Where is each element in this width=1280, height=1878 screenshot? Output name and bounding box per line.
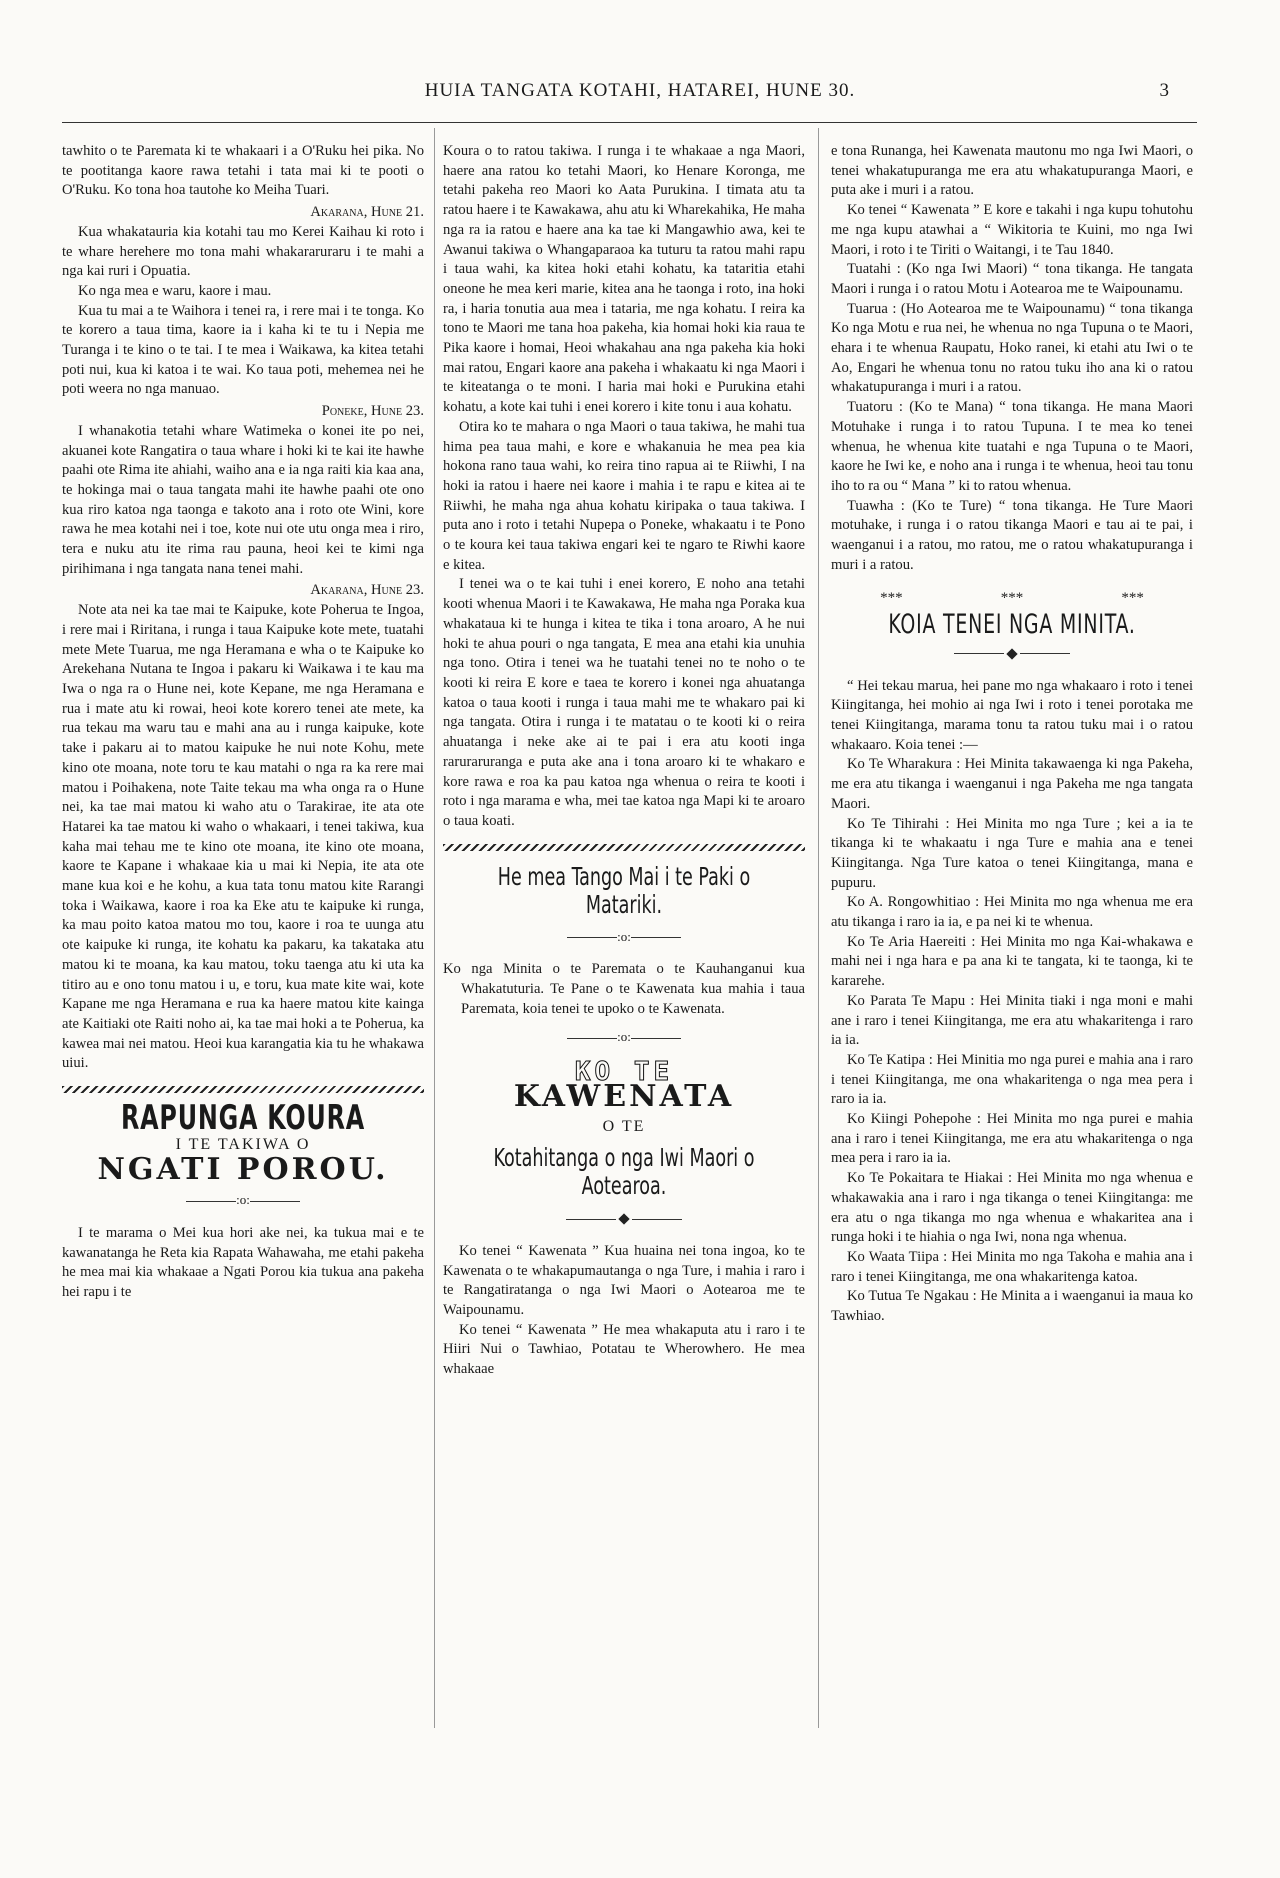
minister-entry: Ko Tutua Te Ngakau : He Minita a i waenganui ia maua ko Tawhiao. (831, 1288, 1193, 1325)
asterism-icon: *** (880, 590, 903, 607)
minister-entry: Ko Te Wharakura : Hei Minita takawaenga ki nga Pakeha, me era atu tikanga i waenganui i nga Pakeha me nga tangata Maori. (831, 756, 1193, 812)
newspaper-title: HUIA TANGATA KOTAHI, HATAREI, HUNE 30. (424, 80, 856, 101)
paragraph: Ko tenei “ Kawenata ” Kua huaina nei tona ingoa, ko te Kawenata o te whakapumautanga o nga Ture, i mahia i raro i te Rangatiratanga o nga Iwi Maori o Aotearoa me te Waipounamu. (443, 1242, 805, 1319)
section-headline: RAPUNGA KOURA (121, 1098, 365, 1139)
column-3 (831, 142, 1193, 1327)
paragraph: tawhito o te Paremata ki te whakaari i a O'Ruku hei pika. No te pootitanga kaore rawa tetahi i tata mai ki te pooti o O'Ruku. Ko tona hoa tautohe ko Meiha Tuari. (62, 143, 424, 199)
minister-entry: Ko Parata Te Mapu : Hei Minita tiaki i nga moni e mahi ane i raro i tenei Kiingitanga, me era atu whakaritenga i raro ia ia. (831, 992, 1193, 1049)
minister-entry: Ko Waata Tiipa : Hei Minita mo nga Takoha e mahia ana i raro i tenei Kiingitanga, me ona whakaritenga katoa. (831, 1248, 1193, 1285)
minister-entry: Ko Te Tihirahi : Hei Minita mo nga Ture ; kei a ia te tikanga ki te whakaatu i nga Ture e mahia ana e tenei Kiingitanga. Nga Ture katoa o tenei Kiingitanga, mana e pupuru. (831, 815, 1193, 891)
diamond-ornament-icon (1006, 648, 1017, 659)
paragraph: “ Hei tekau marua, hei pane mo nga whakaaro i roto i tenei Kiingitanga, hei mohio ai nga Iwi i roto i tenei porotaka me tenei Kiingitanga, marama tonu ta ratou tuku mai i o ratou whakaaro. Koia tenei :— (831, 677, 1193, 753)
ornament-divider (443, 1208, 805, 1228)
paragraph: Kua tu mai a te Waihora i tenei ra, i rere mai i te tonga. Ko te korero a taua tima, kaore ia i kaha ki te tu i Nepia me Turanga i te kino o te tai. I te mea i Waikawa, ka kitea tetahi poti nui, kua ki katoa i te wai. Ko taua poti, mehemea nei he poti weera no nga manuao. (62, 302, 424, 398)
section-title-outline: KO TE (574, 1057, 674, 1088)
paragraph: Ko nga mea e waru, kaore i mau. (78, 282, 272, 299)
header-rule (62, 122, 1197, 123)
minister-entry: Ko Te Aria Haereiti : Hei Minita mo nga Kai-whakawa e mahi nei i nga hara e pa ana ki te tangata, ki te taonga, ki te kararehe. (831, 933, 1193, 990)
asterism-icon: *** (1121, 590, 1144, 607)
zigzag-divider (62, 1086, 424, 1093)
ornament-divider: :o: (62, 1190, 424, 1210)
paragraph: Kua whakatauria kia kotahi tau mo Kerei Kaihau ki roto i te whare herehere mo tona mahi whakararuraru i te mahi a nga kai ruri i Opuatia. (62, 223, 424, 280)
minister-entry: Ko Te Katipa : Hei Minitia mo nga purei e mahia ana i raro i tenei Kiingitanga, me ona whakaritenga o nga mea pera i raro ia ia. (831, 1051, 1194, 1108)
paragraph: Ko tenei “ Kawenata ” He mea whakaputa atu i raro i te Hiiri Nui o Tawhiao, Potatau te Wherowhero. He mea whakaae (443, 1321, 805, 1378)
diamond-ornament-icon (618, 1214, 629, 1225)
ornament-divider (831, 643, 1193, 663)
paragraph: Tuatoru : (Ko te Mana) “ tona tikanga. He mana Maori Motuhake i runga i to ratou Tupuna. I te mea ko tenei whenua, he whenua kite tuatahi e nga Tupuna o te Maori, kaore he Iwi ke, e noho ana i runga i te whenua, heoi tau tonu iho to ra ou “ Mana ” ki to ratou whenua. (831, 399, 1193, 494)
page-number: 3 (1159, 80, 1170, 101)
paragraph: Koura o to ratou takiwa. I runga i te whakaae a nga Maori, haere ana ratou ko tetahi Maori, ko Henare Koronga, me tetahi pakeha reo Maori ko Aata Purukina. I timata atu ta ratou haere i te Kawakawa, ahu atu ki Wharekahika, He maha nga ra ia ratou e haere ana ka tae ki Mangawhio awa, kei te Awanui takiwa o Whangaparaoa ka tuturu ta ratou mahi rapu i taua wahi, ka kitea hoki etahi kohatu, ka tataritia etahi oneone he mea keri marie, kitea ana he taonga i roto, ina hoki ra, i haria tonutia aua mea i tataria, me nga kohatu. I reira ka tono te Maori me tana hoa pakeha, kia homai hoki kia raua te Pika kaore i homai, Heoi whakahau ana nga pakeha kia hoki mai ratou, Engari kaore ana pakeha i whakaatu ki nga Maori i te kiteatanga o te moni. I haria mai hoki e Purukina etahi kohatu, a kote kai tuhi i enei korero i kite tonu i aua kohatu. (443, 143, 805, 416)
paragraph: Tuatahi : (Ko nga Iwi Maori) “ tona tikanga. He tangata Maori i runga i o ratou Motu i Aotearoa me te Waipounamu. (831, 261, 1193, 297)
asterism-divider (831, 589, 1193, 609)
ornament-divider: :o: (443, 927, 805, 947)
paragraph: Otira ko te mahara o nga Maori o taua takiwa, he mahi tua hima pea taua mahi, e kore e whakanuia he mea pea kia hokona rano taua wahi, ko reira tino rapua ai te Riiwhi, I na hoki ia ratou i haere nei kaore i mahia i te rapu e kitea ai te Riiwhi, he maha nga ahua kohatu kiripaka o taua takiwa. I puta ano i roto i tetahi Nupepa o Poneke, whakaatu i te Pono o te koura kei taua takiwa engari kei te ngaro te Riwhi kaore e kitea. (443, 418, 805, 573)
column-1 (62, 142, 424, 1303)
paragraph: I tenei wa o te kai tuhi i enei korero, E noho ana tetahi kooti whenua Maori i te Kawakawa, He maha nga Poraka kua whakataua ki te hunga i kitea te tika i tona aroaro, A he nui hoki te ahua pouri o nga tangata, E mea ana etahi kia unuhia nga tono. Otira i tenei wa he tuatahi tenei no te noho o te kooti ki reira E kore e taea te korero i konei nga ahuatanga katoa o taua kooti i runga i taua mahi me te whakaro pai ki nga tangata. Otira i runga i te matatau o te kooti ki o reira ahuatanga i neke ake ai te pai i era atu kooti inga raruraruranga e puta ake ana i tona aroaro ki te whakaro e kore rawa e roa ka pau katoa nga whenua o reira te kooti i roto i nga marama e wha, mei tae katoa nga Mapi ki te aroaro o taua koati. (443, 576, 805, 829)
section-subhead: O TE (602, 1117, 646, 1135)
paragraph: I whanakotia tetahi whare Watimeka o konei ite po nei, akuanei kote Rangatira o taua whare i hoki ki te kai ite hawhe paahi ote Rima ite ahiahi, waiho ana e ia nga raiti kia kaa ana, te hokinga mai o taua tangata mahi ite hawhe paahi ote ono kua riro katoa nga taonga e takoto ana i roto ote Wini, kore rawa he mea kotahi nei i toe, kote nui ote utu onga mea i riro, tera e nuku atu ite rima rau pauna, heoi kei te kimi nga pirihimana i nga tangata nana tenei mahi. (62, 422, 424, 577)
section-headline: KOIA TENEI NGA MINITA. (888, 609, 1136, 641)
section-title-blackletter: KAWENATA (513, 1078, 735, 1114)
dateline: Akarana, Hune 23. (310, 582, 424, 599)
dateline: Akarana, Hune 21. (310, 204, 424, 221)
zigzag-divider (443, 844, 805, 851)
asterism-icon: *** (1000, 590, 1024, 607)
paragraph: Tuarua : (Ho Aotearoa me te Waipounamu) “ tona tikanga Ko nga Motu e rua nei, he whenua no nga Tupuna o te Maori, ehara i te whenua Raupatu, Hoko ranei, ki etahi atu Iwi o te Ao, Engari he whenua tonu no ratou tuku iho ana ki o ratou whakatupuranga i muri i a ratou. (831, 300, 1193, 396)
dateline: Poneke, Hune 23. (321, 403, 424, 420)
minister-entry: Ko Kiingi Pohepohe : Hei Minita mo nga purei e mahia ana i raro i tenei Kiingitanga, me era atu whakaritenga o nga mea pera i raro ia ia. (831, 1111, 1193, 1167)
paragraph: Ko tenei “ Kawenata ” E kore e takahi i nga kupu tohutohu me nga kupu atawhai a “ Wikitoria te Kuini, mo nga Iwi Maori, i roto i te Tiriti o Waitangi, i te Tau 1840. (831, 202, 1193, 258)
column-rule-2 (818, 128, 819, 1728)
column-2 (443, 142, 805, 1380)
section-subhead: I TE TAKIWA O (175, 1135, 311, 1153)
ornament-divider: :o: (443, 1027, 805, 1047)
minister-entry: Ko A. Rongowhitiao : Hei Minita mo nga whenua me era atu tikanga i raro ia ia, e pa nei ki te whenua. (831, 894, 1193, 931)
paragraph: Note ata nei ka tae mai te Kaipuke, kote Poherua te Ingoa, i rere mai i Riritana, i runga i taua Kaipuke kote mete, tuatahi mete Mete Tuarua, me nga Heramana e wha o te Kaipuke ko Arekehana Nutana te Ingoa i pakaru ki Waikawa i te kau ma Iwa o nga ra o Hune nei, kote Kepane, me nga Heramana e rua i mate atu ki rowai, heoi kote korero tenei ate mete, ka rua tekau ma waru tau e mahi ana au i runga kaipuke, kote take i pakaru ai to matou kaipuke he nui note Kohu, mete kino ote moana, note toru te kau matahi o nga ra ka rere mai matou i Poihakena, note Taite tekau ma wha onga ra o Hune nei, ka tae mai matou ki waho atu o Tarakirae, ite ata ote Hatarei ka tae matou ki waho o whakaari, i tenei takiwa, kua kaha mai tehau me te kino ote moana, ite kino ote moana, kaore te Kapane i whakaae kia u mai ki Nepia, ite ata ote mane kua koi e he kohu, a kua tata tonu matou kite Rarangi toka i Waikawa, kaore i roa ka Eke atu te kaipuke ki runga, ka mau poito katoa matou mo tou, kaore i roa te uunga atu ote kaipuke ki runga, ite kohatu ka pakaru, ka takataka atu matou ki te moana, ka kau matou, toku taenga atu ki uta ka titiro au e ono tonu matou i u, e toru, kua mate kite wai, kote Kapane me nga Heramana e rua ka haere matou kite kainga ate Kaitiaki ote Raiti noho ai, ka tae mai hoki a te Poherua, ka kawea mai nei matou. Heoi kua karangatia kia tu he whakawa uiui. (62, 602, 424, 1072)
section-headline: Kotahitanga o nga Iwi Maori o Aotearoa. (493, 1143, 755, 1201)
paragraph: e tona Runanga, hei Kawenata mautonu mo nga Iwi Maori, o tenei whakatupuranga me era atu whakatupuranga Maori, e puta ake i muri i a ratou. (831, 143, 1193, 199)
section-title-blackletter: NGATI POROU. (97, 1152, 389, 1188)
paragraph: Ko nga Minita o te Paremata o te Kauhanganui kua Whakatuturia. Te Pane o te Kawenata kua mahia i taua Paremata, koia tenei te upoko o te Kawenata. (443, 961, 805, 1017)
minister-entry: Ko Te Pokaitara te Hiakai : Hei Minita mo nga whenua e whakawakia ana i raro i nga tikanga o tenei Kiingitanga: me era atu o nga tikanga mo nga whenua e whakaritea ana i runga hoki i te hiahia o nga Iwi, nona nga whenua. (831, 1170, 1193, 1246)
paragraph: Tuawha : (Ko te Ture) “ tona tikanga. He Ture Maori motuhake, i runga i o ratou tikanga Maori e tau ai te pai, i waenganui i a ratou, mo ratou, me o ratou whakatupuranga i muri i a ratou. (831, 497, 1193, 573)
column-rule-1 (434, 128, 435, 1728)
paragraph: I te marama o Mei kua hori ake nei, ka tukua mai e te kawanatanga he Reta kia Rapata Wahawaha, me etahi pakeha he mea mai kia whakaae a Ngati Porou kia tukua ana pakeha hei rapu i te (62, 1224, 424, 1300)
section-headline: He mea Tango Mai i te Paki o Matariki. (497, 861, 751, 919)
page-header (0, 80, 1280, 110)
